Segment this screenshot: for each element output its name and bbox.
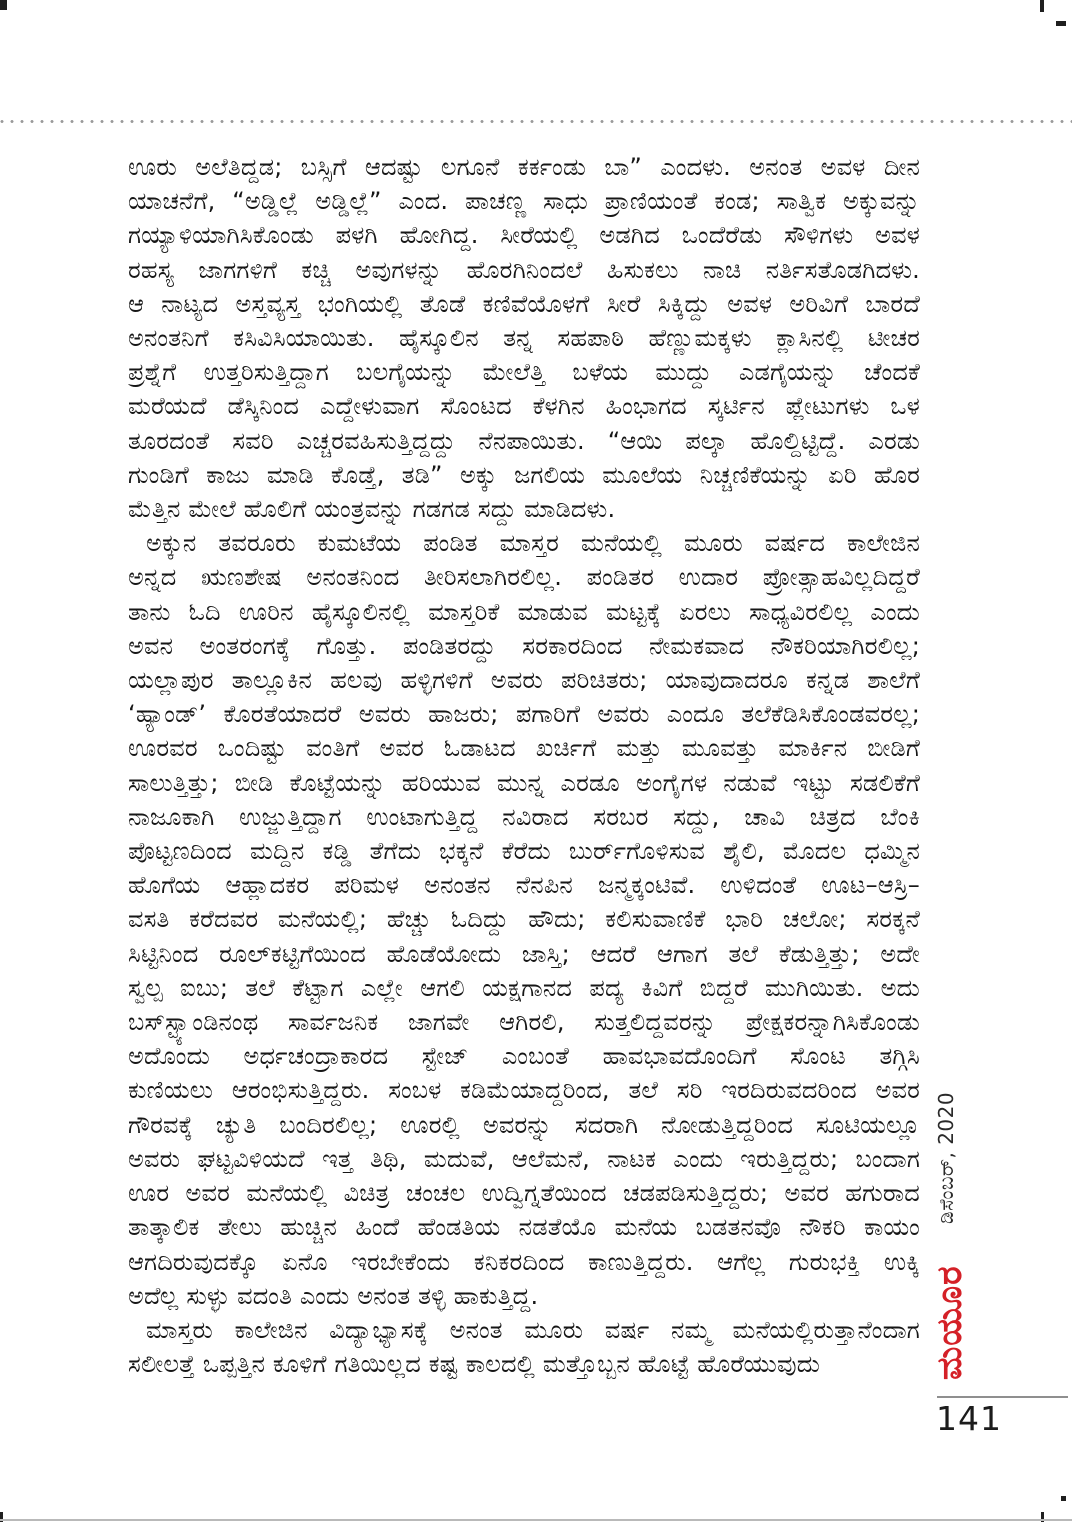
text-line: ಅನ್ನದ ಋಣಶೇಷ ಅನಂತನಿಂದ ತೀರಿಸಲಾಗಿರಲಿಲ್ಲ. ಪಂಡಿತರ ಉದಾರ ಪ್ರೋತ್ಸಾಹವಿಲ್ಲದಿದ್ದರೆ xyxy=(128,563,920,592)
text-line: ಮಾಸ್ತರು ಕಾಲೇಜಿನ ವಿದ್ಯಾಭ್ಯಾಸಕ್ಕೆ ಅನಂತ ಮೂರು ವರ್ಷ ನಮ್ಮ ಮನೆಯಲ್ಲಿರುತ್ತಾನೆಂದಾಗ xyxy=(146,1315,920,1344)
text-line: ಮರೆಯದೆ ಡೆಸ್ಕಿನಿಂದ ಎದ್ದೇಳುವಾಗ ಸೊಂಟದ ಕೆಳಗಿನ ಹಿಂಭಾಗದ ಸ್ಕರ್ಟಿನ ಪ್ಲೇಟುಗಳು ಒಳ xyxy=(128,392,920,421)
crop-mark-top-left xyxy=(0,0,7,10)
text-line: ತಾನು ಓದಿ ಊರಿನ ಹೈಸ್ಕೂಲಿನಲ್ಲಿ ಮಾಸ್ತರಿಕೆ ಮಾಡುವ ಮಟ್ಟಕ್ಕೆ ಏರಲು ಸಾಧ್ಯವಿರಲಿಲ್ಲ ಎಂದು xyxy=(128,597,920,626)
text-line: ಆ ನಾಟ್ಯದ ಅಸ್ತವ್ಯಸ್ತ ಭಂಗಿಯಲ್ಲಿ ತೊಡೆ ಕಣಿವೆಯೊಳಗೆ ಸೀರೆ ಸಿಕ್ಕಿದ್ದು ಅವಳ ಅರಿವಿಗೆ ಬಾರದೆ xyxy=(128,289,920,318)
page-number: 141 xyxy=(936,1399,1002,1438)
text-line: ಊರ ಅವರ ಮನೆಯಲ್ಲಿ ವಿಚಿತ್ರ ಚಂಚಲ ಉದ್ವಿಗ್ನತೆಯಿಂದ ಚಡಪಡಿಸುತ್ತಿದ್ದರು; ಅವರ ಹಗುರಾದ xyxy=(128,1179,920,1208)
text-line: ಮೆತ್ತಿನ ಮೇಲೆ ಹೊಲಿಗೆ ಯಂತ್ರವನ್ನು ಗಡಗಡ ಸದ್ದು ಮಾಡಿದಳು. xyxy=(128,495,616,524)
text-line: ಅದೊಂದು ಅರ್ಧಚಂದ್ರಾಕಾರದ ಸ್ಟೇಜ್ ಎಂಬಂತೆ ಹಾವಭಾವದೊಂದಿಗೆ ಸೊಂಟ ತಗ್ಗಿಸಿ xyxy=(128,1042,920,1071)
crop-mark-top-right xyxy=(1040,0,1044,12)
text-line: ತೂರದಂತೆ ಸವರಿ ಎಚ್ಚರವಹಿಸುತ್ತಿದ್ದದ್ದು ನೆನಪಾಯಿತು. “ಆಯಿ ಪಲ್ಕಾ ಹೊಲ್ದಿಟ್ಟಿದ್ದೆ. ಎರಡು xyxy=(128,426,920,455)
text-line: ‘ಹ್ಯಾಂಡ್’ ಕೊರತೆಯಾದರೆ ಅವರು ಹಾಜರು; ಪಗಾರಿಗೆ ಅವರು ಎಂದೂ ತಲೆಕೆಡಿಸಿಕೊಂಡವರಲ್ಲ; xyxy=(128,700,920,729)
text-line: ಪೊಟ್ಟಣದಿಂದ ಮದ್ದಿನ ಕಡ್ಡಿ ತೆಗೆದು ಭಕ್ಕನೆ ಕೆರೆದು ಬುರ್ರ್‌ಗೊಳಿಸುವ ಶೈಲಿ, ಮೊದಲ ಧಮ್ಮಿನ xyxy=(128,837,920,866)
magazine-logo-vertical: ಮಯೂರ xyxy=(930,1265,970,1380)
crop-mark-bottom-dot xyxy=(1061,1496,1066,1501)
text-line: ರಹಸ್ಯ ಜಾಗಗಳಿಗೆ ಕಚ್ಚಿ ಅವುಗಳನ್ನು ಹೊರಗಿನಿಂದಲೆ ಹಿಸುಕಲು ನಾಚಿ ನರ್ತಿಸತೊಡಗಿದಳು. xyxy=(128,255,920,284)
text-line: ಊರು ಅಲೆತಿದ್ದಡ; ಬಸ್ಸಿಗೆ ಆದಷ್ಟು ಲಗೂನೆ ಕರ್ಕಂಡು ಬಾ” ಎಂದಳು. ಅನಂತ ಅವಳ ದೀನ xyxy=(128,153,920,181)
text-line: ಹೊಗೆಯ ಆಹ್ಲಾದಕರ ಪರಿಮಳ ಅನಂತನ ನೆನಪಿನ ಜನ್ಮಕ್ಕಂಟಿವೆ. ಉಳಿದಂತೆ ಊಟ–ಆಸ್ರಿ– xyxy=(128,871,920,900)
text-line: ಅನಂತನಿಗೆ ಕಸಿವಿಸಿಯಾಯಿತು. ಹೈಸ್ಕೂಲಿನ ತನ್ನ ಸಹಪಾಠಿ ಹೆಣ್ಣುಮಕ್ಕಳು ಕ್ಲಾಸಿನಲ್ಲಿ ಟೀಚರ xyxy=(128,324,920,353)
text-line: ಪ್ರಶ್ನೆಗೆ ಉತ್ತರಿಸುತ್ತಿದ್ದಾಗ ಬಲಗೈಯನ್ನು ಮೇಲೆತ್ತಿ ಬಳೆಯ ಮುದ್ದು ಎಡಗೈಯನ್ನು ಚೆಂದಕೆ xyxy=(128,358,920,387)
text-line: ಸ್ವಲ್ಪ ಐಬು; ತಲೆ ಕೆಟ್ಟಾಗ ಎಲ್ಲೇ ಆಗಲಿ ಯಕ್ಷಗಾನದ ಪದ್ಯ ಕಿವಿಗೆ ಬಿದ್ದರೆ ಮುಗಿಯಿತು. ಅದು xyxy=(128,973,920,1002)
text-line: ಸಾಲುತ್ತಿತ್ತು; ಬೀಡಿ ಕೊಟ್ಟೆಯನ್ನು ಹರಿಯುವ ಮುನ್ನ ಎರಡೂ ಅಂಗೈಗಳ ನಡುವೆ ಇಟ್ಟು ಸಡಲಿಕೆಗೆ xyxy=(128,768,920,797)
dotted-separator-rule xyxy=(0,119,1072,124)
text-line: ಅವನ ಅಂತರಂಗಕ್ಕೆ ಗೊತ್ತು. ಪಂಡಿತರದ್ದು ಸರಕಾರದಿಂದ ನೇಮಕವಾದ ನೌಕರಿಯಾಗಿರಲಿಲ್ಲ; xyxy=(128,631,920,660)
bottom-edge-rule xyxy=(0,1519,1072,1521)
text-line: ಅವರು ಘಟ್ಟವಿಳಿಯದೆ ಇತ್ತ ತಿಥಿ, ಮದುವೆ, ಆಲೆಮನೆ, ನಾಟಕ ಎಂದು ಇರುತ್ತಿದ್ದರು; ಬಂದಾಗ xyxy=(128,1144,920,1173)
text-line: ಅಕ್ಕುನ ತವರೂರು ಕುಮಟೆಯ ಪಂಡಿತ ಮಾಸ್ತರ ಮನೆಯಲ್ಲಿ ಮೂರು ವರ್ಷದ ಕಾಲೇಜಿನ xyxy=(146,529,920,558)
crop-mark-top-right-dash xyxy=(1056,21,1066,26)
text-line: ಯಾಚನೆಗೆ, “ಅಡ್ಡಿಲ್ಲೆ ಅಡ್ಡಿಲ್ಲೆ” ಎಂದ. ಪಾಚಣ್ಣ ಸಾಧು ಪ್ರಾಣಿಯಂತೆ ಕಂಡ; ಸಾತ್ವಿಕ ಅಕ್ಕುವನ್ನು xyxy=(128,187,920,216)
text-line: ಅದೆಲ್ಲ ಸುಳ್ಳು ವದಂತಿ ಎಂದು ಅನಂತ ತಳ್ಳಿ ಹಾಕುತ್ತಿದ್ದ. xyxy=(128,1281,539,1310)
text-line: ಗೌರವಕ್ಕೆ ಚ್ಯುತಿ ಬಂದಿರಲಿಲ್ಲ; ಊರಲ್ಲಿ ಅವರನ್ನು ಸದರಾಗಿ ನೋಡುತ್ತಿದ್ದರಿಂದ ಸೂಟಿಯಲ್ಲೂ xyxy=(128,1110,920,1139)
text-line: ವಸತಿ ಕರೆದವರ ಮನೆಯಲ್ಲಿ; ಹೆಚ್ಚು ಓದಿದ್ದು ಹೌದು; ಕಲಿಸುವಾಣಿಕೆ ಭಾರಿ ಚಲೋ; ಸರಕ್ಕನೆ xyxy=(128,905,920,934)
text-line: ಊರವರ ಒಂದಿಷ್ಟು ವಂತಿಗೆ ಅವರ ಓಡಾಟದ ಖರ್ಚಿಗೆ ಮತ್ತು ಮೂವತ್ತು ಮಾರ್ಕಿನ ಬೀಡಿಗೆ xyxy=(128,734,920,763)
body-text-block xyxy=(128,150,920,1381)
text-line: ಗುಂಡಿಗೆ ಕಾಜು ಮಾಡಿ ಕೊಡ್ತೆ, ತಡಿ” ಅಕ್ಕು ಜಗಲಿಯ ಮೂಲೆಯ ನಿಚ್ಚಣಿಕೆಯನ್ನು ಏರಿ ಹೊರ xyxy=(128,460,920,489)
issue-date-vertical: ಡಿಸೆಂಬರ್, 2020 xyxy=(934,1091,958,1224)
text-line: ಯಲ್ಲಾಪುರ ತಾಲ್ಲೂಕಿನ ಹಲವು ಹಳ್ಳಿಗಳಿಗೆ ಅವರು ಪರಿಚಿತರು; ಯಾವುದಾದರೂ ಕನ್ನಡ ಶಾಲೆಗೆ xyxy=(128,666,920,695)
text-line: ಗಯ್ಯಾಳಿಯಾಗಿಸಿಕೊಂಡು ಪಳಗಿ ಹೋಗಿದ್ದ. ಸೀರೆಯಲ್ಲಿ ಅಡಗಿದ ಒಂದೆರೆಡು ಸೌಳಿಗಳು ಅವಳ xyxy=(128,221,920,250)
page-number-rule xyxy=(937,1396,1068,1398)
text-line: ನಾಜೂಕಾಗಿ ಉಜ್ಜುತ್ತಿದ್ದಾಗ ಉಂಟಾಗುತ್ತಿದ್ದ ನವಿರಾದ ಸರಬರ ಸದ್ದು, ಚಾವಿ ಚಿತ್ರದ ಬೆಂಕಿ xyxy=(128,802,920,831)
text-line: ಸಲೀಲತ್ತೆ ಒಪ್ಪತ್ತಿನ ಕೂಳಿಗೆ ಗತಿಯಿಲ್ಲದ ಕಷ್ಟ ಕಾಲದಲ್ಲಿ ಮತ್ತೊಬ್ಬನ ಹೊಟ್ಟೆ ಹೊರೆಯುವುದು xyxy=(128,1350,821,1379)
text-line: ಆಗದಿರುವುದಕ್ಕೊ ಏನೊ ಇರಬೇಕೆಂದು ಕನಿಕರದಿಂದ ಕಾಣುತ್ತಿದ್ದರು. ಆಗೆಲ್ಲ ಗುರುಭಕ್ತಿ ಉಕ್ಕಿ xyxy=(128,1247,920,1276)
text-line: ಕುಣಿಯಲು ಆರಂಭಿಸುತ್ತಿದ್ದರು. ಸಂಬಳ ಕಡಿಮೆಯಾದ್ದರಿಂದ, ತಲೆ ಸರಿ ಇರದಿರುವದರಿಂದ ಅವರ xyxy=(128,1076,920,1105)
text-line: ತಾತ್ಕಾಲಿಕ ತೇಲು ಹುಚ್ಚಿನ ಹಿಂದೆ ಹೆಂಡತಿಯ ನಡತೆಯೊ ಮನೆಯ ಬಡತನವೊ ನೌಕರಿ ಕಾಯಂ xyxy=(128,1213,920,1242)
text-line: ಬಸ್‌ಸ್ಟ್ಯಾಂಡಿನಂಥ ಸಾರ್ವಜನಿಕ ಜಾಗವೇ ಆಗಿರಲಿ, ಸುತ್ತಲಿದ್ದವರನ್ನು ಪ್ರೇಕ್ಷಕರನ್ನಾಗಿಸಿಕೊಂಡು xyxy=(128,1008,920,1037)
text-line: ಸಿಟ್ಟಿನಿಂದ ರೂಲ್‌ಕಟ್ಟಿಗೆಯಿಂದ ಹೊಡೆಯೋದು ಜಾಸ್ತಿ; ಆದರೆ ಆಗಾಗ ತಲೆ ಕೆಡುತ್ತಿತ್ತು; ಅದೇ xyxy=(128,939,920,968)
